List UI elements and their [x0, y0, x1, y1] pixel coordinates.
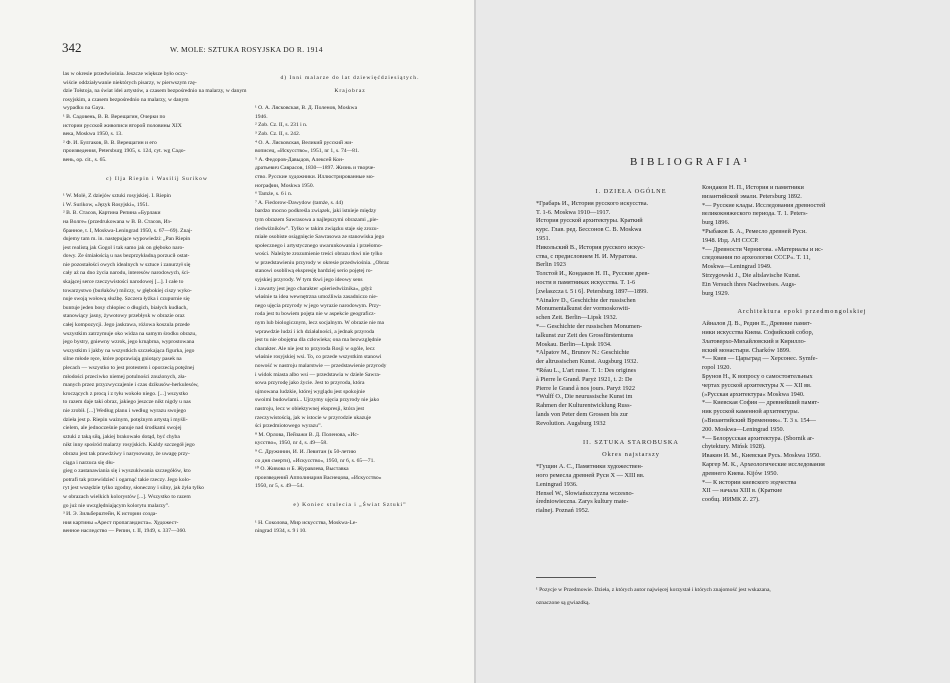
- text-line: Ивакин И. М., Киевская Русь. Moskwa 1950.: [702, 452, 821, 460]
- text-line: nikt inny spośród malarzy rosyjskich. Każdy szczegół jego: [63, 442, 195, 449]
- text-line: wypadku na Gaya.: [63, 105, 105, 112]
- text-line: Кондаков Н. П., История и памятники: [702, 184, 804, 191]
- text-line: (»Русская архитектура« Moskwa 1940.: [702, 390, 805, 398]
- text-line: ⁵ А. Федоров-Давыдов, Алексей Кон-: [255, 156, 344, 163]
- text-line: II. SZTUKA STAROBUSKA: [583, 438, 679, 446]
- text-line: *Ainalov D., Geschichte der russischen: [536, 296, 636, 304]
- text-line: *— Киев — Царьград — Херсонес. Symfe-: [702, 355, 818, 363]
- text-line: [63, 165, 251, 171]
- text-line: кусство«, 1950, nr 4, s. 49—58.: [255, 440, 328, 447]
- text-line: ¹ Pozycje w Przedmowie. Dzieła, z których autor najwięcej korzystał i których znajomość jest wskazana,: [536, 586, 771, 593]
- text-line: à Pierre le Grand. Paryż 1921, t. 2: De: [536, 375, 633, 383]
- text-line: całej kompozycji. Jego jaskrawa, różowa koszula przede: [63, 322, 190, 329]
- text-line: plecach — wszystko to jest protestem i oporzecią potężnej: [63, 365, 195, 371]
- text-line: Architektura epoki przedmongolskiej: [737, 308, 867, 316]
- text-line: dzie Tołstoja, na świat idei artystów, a czasem bezpośrednio na malarzy, w danym: [63, 88, 247, 95]
- text-line: Monumentalkunst der vormoskowiti-: [536, 305, 631, 313]
- text-line: *— Белорусская архитектура. (Sbornik ar-: [702, 434, 815, 442]
- text-line: ningrad 1934, s. 9 i 10.: [255, 528, 307, 535]
- text-line: cielem, ale jednocześnie panuje nad środkami swojej: [63, 425, 182, 432]
- text-line: burg 1896.: [702, 219, 730, 227]
- text-line: 1948. Изд. АН СССР.: [702, 236, 759, 244]
- text-line: нографии, Moskwa 1950.: [255, 182, 315, 189]
- text-line: manych przez przyzwyczajenie i czas dzikusów-herkulesów,: [63, 382, 199, 389]
- text-line: burg 1929.: [702, 289, 730, 297]
- text-line: чертах русской архитектуры X — XII вв.: [702, 381, 812, 389]
- text-line: dzieła jest p. Riepin ważnym, potężnym artystą i myśli-: [63, 416, 188, 423]
- text-line: вописец, »Искусство«, 1951, nr 1, s. 74—81.: [255, 148, 360, 155]
- left-page: [0, 0, 474, 683]
- text-line: [702, 298, 902, 304]
- text-line: ния картины »Арест пропагандиста«. Художест-: [63, 519, 179, 526]
- text-line: ⁴ О. А. Лясковская, Великий русский жи-: [255, 139, 354, 146]
- text-line: ² Zob. Сz. II, s. 231 i n.: [255, 122, 308, 129]
- text-line: Каргер М. К., Археологические исследования: [702, 460, 825, 468]
- text-line: go już nie uwzględniającym kolorytu malarzy”.: [63, 502, 170, 509]
- text-line: towarzystwo (burłaków) milczy, w głębokiej ciszy wyko-: [63, 287, 192, 294]
- text-line: Krajobraz: [334, 87, 366, 94]
- text-line: ⁶ Tamże, s. 6 i n.: [255, 191, 293, 198]
- text-line: las w okresie przedwiośnia. Jeszcze większe było oczy-: [63, 71, 188, 77]
- text-line: великокняжеского периода. T. 1. Peters-: [702, 210, 808, 218]
- right-column-2: [702, 184, 902, 505]
- text-line: c) Ilja Riepin i Wasilij Surikow: [106, 175, 208, 182]
- text-line: średniowieczna. Zarys kultury mate-: [536, 498, 629, 506]
- text-line: i zawarty jest jego charakter «pieriedwiżnika», gdyż: [255, 285, 372, 292]
- text-line: сообщ. ИИМК Z. 27).: [702, 496, 760, 504]
- text-line: Leningrad 1936.: [536, 480, 578, 488]
- text-line: *Гущин А. С., Памятники художествен-: [536, 463, 644, 471]
- text-line: ciąga i narzuca się dłu-: [63, 459, 115, 466]
- text-line: курс. Глав. ред. Бессонов С. В. Moskwa: [536, 226, 642, 234]
- text-line: sztuki z taką siłą, jakiej brakowało dotąd, być chyba: [63, 433, 180, 440]
- text-line: dowy. Ze śmiałością u nas bezprzykładną porzucił ostat-: [63, 253, 190, 260]
- text-line: I. DZIEŁA OGÓLNE: [595, 188, 667, 195]
- text-line: rialnej. Poznań 1952.: [536, 507, 590, 515]
- text-line: *Réau L., L'art russe. T. 1: Des origines: [536, 366, 637, 374]
- text-line: gieg o zastanawiania się i wyszukiwania szczegółów, kto: [63, 468, 191, 475]
- text-line: *— Киевская София — древнейший памят-: [702, 399, 820, 407]
- text-line: potrafi tak przewidzieć i ogarnąć takie rzeczy. Jego kolo-: [63, 476, 191, 483]
- text-line: charakter. Ale nie jest to przyroda Rosji w ogóle, lecz: [255, 345, 375, 352]
- text-line: cały aż na dno życia narodu, interesów narodowych, ści-: [63, 270, 190, 277]
- text-line: вень, op. cit., s. 65.: [63, 156, 107, 163]
- text-line: T. 1-6. Moskwa 1910—1917.: [536, 208, 611, 216]
- text-line: i W. Surikow, »Język Rosyjski«, 1951.: [63, 201, 150, 208]
- footnote-rule: [536, 577, 596, 578]
- text-line: История русской архитектуры. Краткий: [536, 217, 643, 225]
- text-line: ³ Zob. Сz. II, s. 242.: [255, 130, 301, 137]
- text-line: właśnie ta idea wewnętrzna umożliwia zasadniczo nie-: [255, 294, 378, 301]
- text-line: Okres najstarszy: [602, 451, 660, 459]
- text-line: wszystkim i jakby na wszystkich szczekająca figurka, jego: [63, 347, 195, 354]
- text-line: Moskwa—Leningrad 1949.: [702, 263, 772, 271]
- text-line: nym lub biologicznym, lecz socjalnym. W obrazie nie ma: [255, 320, 385, 327]
- text-line: ² Ф. И. Булгаков, В. В. Верещагин и его: [63, 139, 157, 146]
- text-line: ⁹ С. Дружинин, И. И. Левитан (к 50-летию: [255, 448, 357, 455]
- text-line: *Wulff O., Die neurussische Kunst im: [536, 393, 633, 401]
- left-column-2: [255, 70, 445, 536]
- text-line: dujemy tam m. in. następujące wypowiedzi: „Pan Riepin: [63, 236, 191, 243]
- text-line: jego bystry, gniewny wzrok, jego krnąbrna, wyprostowana: [63, 339, 195, 346]
- text-line: swoimi budowlami... Ujrzymy ujęcia przyrody nie jako: [255, 397, 380, 404]
- text-line: lands von Peter dem Grossen bis zur: [536, 410, 628, 418]
- text-line: roda jest tu bowiem pojęta nie w aspekcie geograficz-: [255, 311, 376, 318]
- text-line: Брунов Н., К вопросу о самостоятельных: [702, 372, 813, 380]
- text-line: [zwłaszcza t. 5 i 6]. Petersburg 1897—1899.: [536, 287, 648, 295]
- text-line: nuje swoją wołową służbę. Szczera łyżka i czupurnie się: [63, 296, 190, 303]
- text-line: w obrazach wielkich kolorystów [...]. Wszystko to razem: [63, 493, 191, 500]
- text-line: ści przedmiotowego wyrazu”.: [255, 423, 322, 430]
- text-line: века, Moskwa 1950, s. 13.: [63, 131, 123, 138]
- text-line: ⁷ A. Fiedorow-Dawydow (tamże, s. 44): [255, 199, 344, 206]
- text-line: *Грабарь И., История русского искусства.: [536, 199, 649, 207]
- footnote: [536, 580, 771, 613]
- text-line: 1946.: [255, 113, 268, 120]
- text-line: древнего Киева. Kijów 1950.: [702, 469, 779, 477]
- running-head: W. MOLE: SZTUKA ROSYJSKA DO R. 1914: [170, 45, 323, 54]
- text-line: wprawdzie ludzi i ich działalności, a jednak przyroda: [255, 328, 375, 335]
- text-line: ¹ О. А. Лясковская, В. Д. Поленов, Moskwa: [255, 105, 358, 112]
- text-line: nego ujęcia przyrody w jego wyrazie narodowym. Przy-: [255, 302, 381, 309]
- text-line: ¹ Н. Соколова, Мир искусства, Moskwa-Le-: [255, 519, 358, 526]
- text-line: młodości przeciwko niemej potulności znużonych, zła-: [63, 373, 187, 380]
- text-line: jest realistą jak Gogol i tak samo jak on głęboko naro-: [63, 244, 185, 251]
- text-line: ники искусства Киева. Софийский собор,: [702, 328, 814, 336]
- right-column-1: [536, 184, 726, 516]
- text-line: nie pozostałości owych idealnych w sztuce i zanurzył się: [63, 261, 191, 268]
- text-line: nie zrobił. [...] Według planu i według wyrazu swojego: [63, 407, 187, 414]
- page-number: 342: [62, 40, 82, 55]
- text-line: stanowiący jasny, żywotowy przebłysk w obrazie oraz: [63, 313, 185, 320]
- text-line: (»Византийский Временник«. T. 3 s. 154—: [702, 416, 816, 424]
- text-line: i widok miasta albo wsi — przedstawia w dziele Sawra-: [255, 371, 381, 378]
- text-line: 1951.: [536, 234, 551, 242]
- text-line: riedwiżników”. Tylko w takim związku staje się zrozu-: [255, 225, 379, 232]
- text-line: *Рыбаков Б. А., Ремесло древней Руси.: [702, 227, 807, 235]
- text-line: ного ремесла древней Руси X — XIII вв.: [536, 471, 645, 479]
- text-line: [536, 429, 726, 435]
- text-line: der altrussischen Kunst. Augsburg 1932.: [536, 358, 639, 366]
- text-line: Hensel W., Słowiańszczyzna wczesno-: [536, 489, 634, 497]
- text-line: Айналов Д. В., Редин Е., Древние памят-: [702, 320, 812, 328]
- text-line: skającej serce rzeczywistości narodowej [...]. I całe to: [63, 279, 184, 286]
- text-line: венное наследство — Репин, t. II, 1949, s. 337—360.: [63, 528, 187, 535]
- text-line: Никольский В., История русского искус-: [536, 243, 645, 251]
- text-line: tym obrazem Sawrasowa a najlepszymi obrazami „pie-: [255, 216, 379, 223]
- bibliography-title: BIBLIOGRAFIA¹: [630, 156, 750, 168]
- text-line: произведения, Petersburg 1905, s. 124, cyt. wg Садо-: [63, 148, 186, 155]
- text-line: wości. Należyte zrozumienie treści obrazu tkwi nie tylko: [255, 251, 383, 258]
- text-line: właśnie rosyjskiej wsi. To, co przede wszystkim stanowi: [255, 354, 382, 361]
- text-line: silne młode ręce, które poprawiają gniotący pasek na: [63, 356, 182, 363]
- text-line: Moskau. Berlin—Lipsk 1934.: [536, 340, 612, 348]
- text-line: на Волге« (przedrukowana w В. В. Стасов, Из-: [63, 218, 172, 225]
- text-line: Revolution. Augsburg 1932: [536, 419, 606, 427]
- text-line: ujmowana ludzkie, której wyglądu jest spokojnie: [255, 388, 365, 395]
- text-line: следования по археологии СССР«. T. 11,: [702, 254, 811, 262]
- text-line: ryt jest wszędzie tylko zgodny, słoneczny i silny, jak żyła tylko: [63, 485, 204, 492]
- text-line: *— Русские клады. Исследования древностей: [702, 201, 826, 209]
- text-line: syjskiej przyrody. W tym tkwi jego ideowy sens: [255, 277, 363, 284]
- text-line: ности в памятниках искусства. T. 1-6: [536, 278, 636, 286]
- text-line: Pierre le Grand à nos jours. Paryż 1922: [536, 384, 635, 392]
- text-line: [255, 491, 445, 497]
- text-line: w przedstawieniu przyrody w okresie przedwiośnia. „Obraz: [255, 259, 390, 266]
- text-line: Толстой И., Кондаков Н. П., Русские древ-: [536, 270, 650, 278]
- text-line: дратьевич Саврасов, 1830—1897. Жизнь и творче-: [255, 165, 376, 172]
- text-line: schen Zeit. Berlin—Lipsk 1932.: [536, 314, 618, 322]
- text-line: Berlin 1923: [536, 261, 566, 269]
- left-column-1: [63, 70, 251, 536]
- text-line: wszystkim zatrzymuje oko widza na samym środku obrazu,: [63, 330, 197, 337]
- text-line: Rahmen der Kulturentwicklung Russ-: [536, 402, 632, 410]
- text-line: chytektury. Mińsk 1928).: [702, 443, 766, 451]
- text-line: talkunst zur Zeit des Grossfürstentums: [536, 331, 634, 339]
- text-line: d) Inni malarze do lat dziewięćdziesiątych.: [280, 75, 420, 81]
- text-line: ¹ В. Садовень, В. В. Верещагин, Очерки по: [63, 113, 166, 120]
- text-line: ¹ W. Molè, Z dziejów sztuki rosyjskiej. I. Riepin: [63, 193, 171, 200]
- text-line: bardzo mocno podkreśla związek, jaki istnieje między: [255, 208, 377, 215]
- text-line: вский монастыри. Charków 1899.: [702, 346, 791, 354]
- text-line: *— Древности Чернигова. »Материалы и ис-: [702, 245, 824, 253]
- text-line: *— Geschichte der russischen Monumen-: [536, 322, 642, 330]
- text-line: произведений Апполинария Васнецова, »Искусство«: [255, 474, 382, 481]
- text-line: kroczących z procą i z tyłu wokoło niego. [...] wszystko: [63, 390, 189, 397]
- text-line: to razem daje taki obraz, jakiego jeszcze nikt nigdy u nas: [63, 399, 191, 406]
- text-line: miałe osobiste osiągnięcie Sawrasowa ze stanowiska jego: [255, 234, 385, 241]
- text-line: византийской эмали. Petersburg 1892.: [702, 192, 802, 200]
- text-line: nowość w nastroju malarstwie — przedstawienie przyrody: [255, 363, 387, 369]
- text-line: XII — начала XIII в. (Краткие: [702, 487, 783, 495]
- text-line: obrazu jest tak prawdziwy i narysowany, że uwagę przy-: [63, 450, 190, 457]
- text-line: nastroju, lecz w obiektywnej ekspresji, która jest: [255, 405, 365, 412]
- text-line: rosyjskim, a czasem bezpośrednio na malarzy, w danym: [63, 96, 189, 103]
- text-line: ³ И. Э. Зильберштейн, К истории созда-: [63, 511, 158, 518]
- text-line: *— К истории киевского зодчества: [702, 478, 797, 486]
- text-line: sowa przyrodę jako życie. Jest to przyroda, która: [255, 380, 365, 387]
- text-line: wiście oddziaływanie niektórych pisarzy, w pierwszym rzę-: [63, 79, 197, 86]
- text-line: Ein Versuch ihres Nachweises. Augs-: [702, 280, 797, 288]
- text-line: *Alpatov M., Brunov N.: Geschichte: [536, 349, 630, 357]
- text-line: ⁸ М. Орлова, Пейзажи В. Д. Поленова, »Ис-: [255, 431, 359, 438]
- text-line: jest tu nie obojętna dla człowieka; ona ma bezwzględnie: [255, 337, 382, 344]
- text-line: ¹⁰ О. Живова и Б. Журавлева, Выставка: [255, 466, 349, 473]
- text-line: истории русской живописи второй половины XIX: [63, 122, 182, 129]
- text-line: ство. Русские художники. Иллюстрированные мо-: [255, 173, 375, 180]
- text-line: ² В. В. Стасов, Картина Репина »Бурлаки: [63, 210, 161, 217]
- text-line: со дня смерти), »Искусство«, 1950, nr 6, s. 65—71.: [255, 457, 375, 464]
- text-line: buntuje jeden bosy chłopiec o długich, białych kudłach,: [63, 304, 188, 311]
- text-line: Златоверхо-Михайловский и Кирилло-: [702, 337, 806, 345]
- text-line: Strzygowski J., Die altslavische Kunst.: [702, 271, 801, 279]
- text-line: ropol 1920.: [702, 364, 732, 372]
- text-line: e) Koniec stulecia i „Świat Sztuki”: [293, 501, 407, 508]
- text-line: бранное, t. I, Moskwa-Leningrad 1950, s. 67—69). Znaj-: [63, 227, 193, 234]
- text-line: społecznego i artystycznego uwarunkowania i przełomo-: [255, 242, 383, 249]
- text-line: stanowi osobliwą ekspresję bardziej serio pojętej ro-: [255, 268, 373, 275]
- text-line: oznaczone są gwiazdką.: [536, 600, 590, 607]
- text-line: ник русской каменной архитектуры.: [702, 408, 800, 416]
- text-line: 200. Moskwa—Leningrad 1950.: [702, 425, 785, 433]
- text-line: ства, с предисловием Н. И. Муратова.: [536, 252, 638, 260]
- text-line: 1950, nr 5, s. 49—54.: [255, 483, 304, 490]
- text-line: rzeczywistością, jak w istocie w przyrodzie ukazuje: [255, 414, 372, 421]
